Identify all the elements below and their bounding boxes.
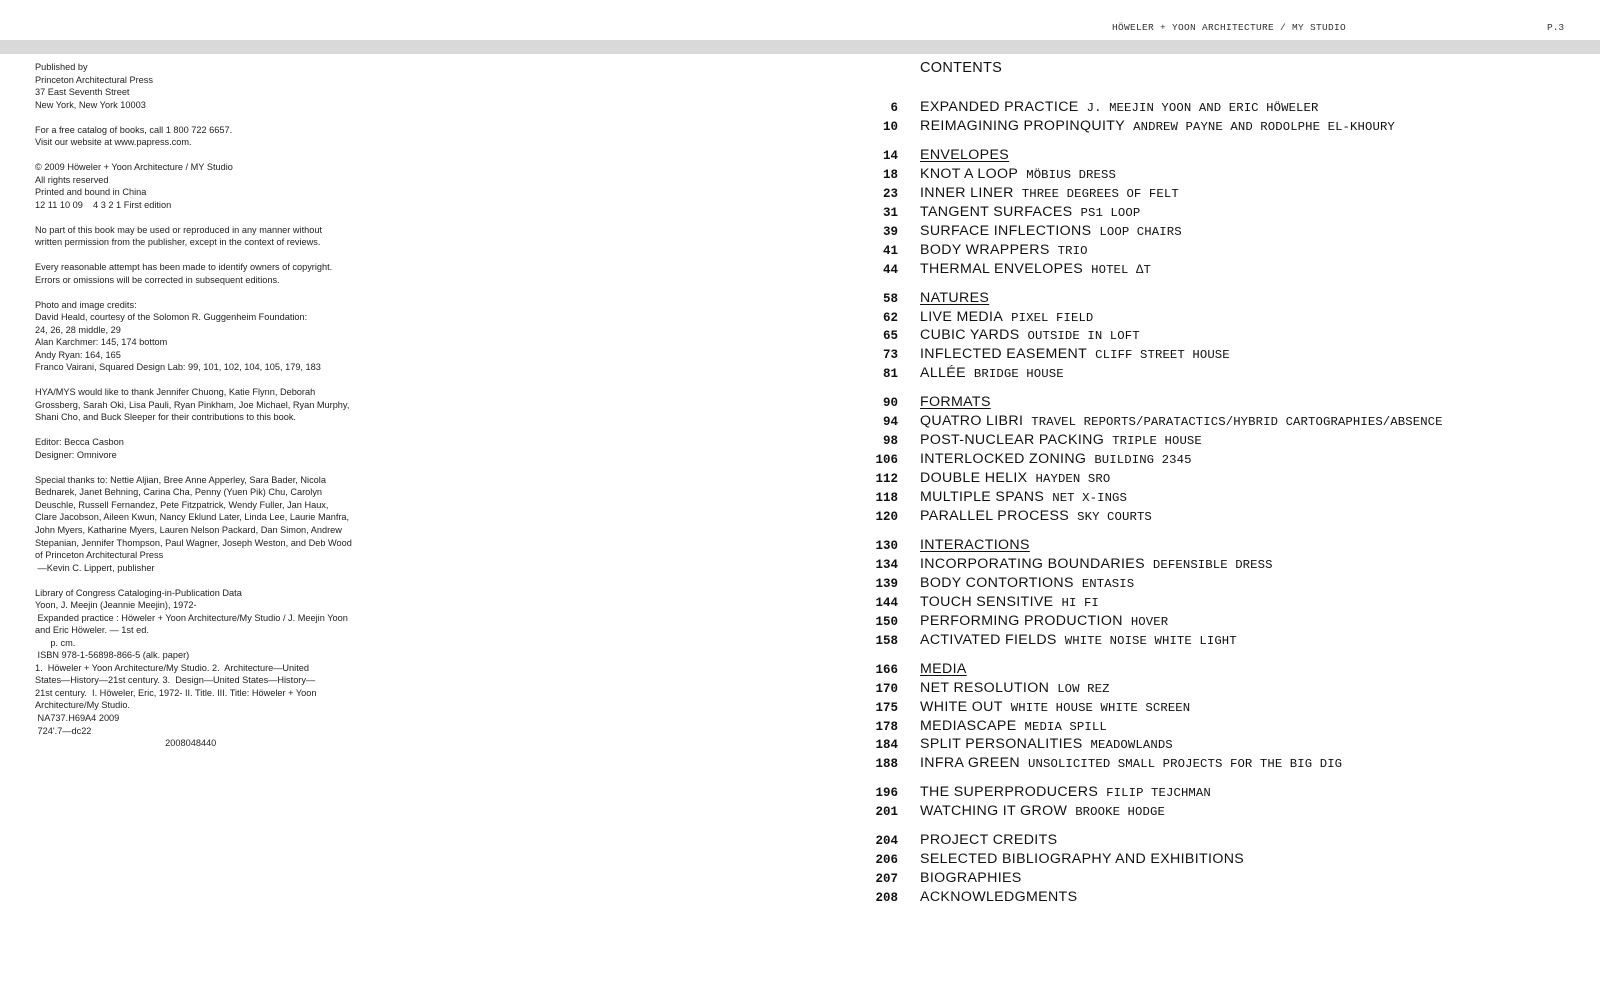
imprint-line: Architecture/My Studio. [35, 700, 130, 711]
imprint-line: Deuschle, Russell Fernandez, Pete Fitzpatrick, Wendy Fuller, Jan Haux, [35, 499, 329, 510]
imprint-line: —Kevin C. Lippert, publisher [35, 562, 155, 573]
toc-entry-title: TOUCH SENSITIVE [920, 593, 1054, 610]
toc-entry-row [860, 450, 1192, 469]
imprint-line: Grossberg, Sarah Oki, Lisa Pauli, Ryan Pinkham, Joe Michael, Ryan Murphy, [35, 399, 350, 410]
toc-page-number: 208 [875, 891, 898, 906]
imprint-line: Stepanian, Jennifer Thompson, Paul Wagner, Joseph Weston, and Deb Wood [35, 537, 352, 548]
toc-entry-row [860, 888, 1077, 907]
toc-entry-title: THE SUPERPRODUCERS [920, 784, 1099, 801]
toc-entry-title: PROJECT CREDITS [920, 832, 1058, 849]
toc-section-row [860, 536, 1030, 555]
toc-page-number: 98 [882, 434, 898, 449]
toc-page-number: 10 [882, 119, 898, 134]
imprint-line: Library of Congress Cataloging-in-Publication Data [35, 587, 242, 598]
imprint-column [35, 61, 375, 762]
toc-entry-subtitle: TRAVEL REPORTS/PARATACTICS/HYBRID CARTOGRAPHIES/ABSENCE [1031, 415, 1443, 430]
imprint-line: 12 11 10 09 4 3 2 1 First edition [35, 199, 172, 210]
imprint-line: 21st century. I. Höweler, Eric, 1972- II. Title. III. Title: Höweler + Yoon [35, 687, 317, 698]
toc-entry-subtitle: LOW REZ [1057, 681, 1110, 696]
imprint-line: Special thanks to: Nettie Aljian, Bree Anne Apperley, Sara Bader, Nicola [35, 474, 326, 485]
toc-section-title: INTERACTIONS [920, 536, 1030, 553]
running-header [0, 0, 1600, 40]
toc-page-number: 73 [882, 348, 898, 363]
toc-section-row [860, 289, 989, 308]
header-title: HÖWELER + YOON ARCHITECTURE / MY STUDIO [1112, 22, 1347, 33]
toc-entry-title: REIMAGINING PROPINQUITY [920, 117, 1126, 134]
toc-entry-subtitle: CLIFF STREET HOUSE [1095, 348, 1230, 363]
toc-entry-row [860, 783, 1211, 802]
imprint-paragraph [35, 124, 375, 149]
toc-page-number: 31 [882, 205, 898, 220]
toc-section-title: NATURES [920, 289, 990, 306]
toc-entry-row [860, 345, 1230, 364]
toc-entry-row [860, 308, 1093, 327]
toc-entry-title: DOUBLE HELIX [920, 470, 1028, 487]
toc-entry-row [860, 326, 1140, 345]
imprint-paragraph [35, 587, 375, 750]
toc-entry-subtitle: BRIDGE HOUSE [973, 367, 1064, 382]
toc-entry-title: PARALLEL PROCESS [920, 508, 1070, 524]
toc-page-number: 62 [882, 310, 898, 325]
toc-entry-title: BIOGRAPHIES [920, 870, 1022, 887]
imprint-line: Designer: Omnivore [35, 449, 117, 460]
toc-entry-subtitle: HOTEL ∆T [1091, 262, 1151, 277]
imprint-paragraph [35, 386, 375, 424]
imprint-line: All rights reserved [35, 174, 109, 185]
toc-entry-row [860, 241, 1088, 260]
toc-entry-title: WATCHING IT GROW [920, 803, 1068, 820]
toc-page-number: 166 [875, 662, 898, 677]
imprint-line: Printed and bound in China [35, 187, 147, 198]
imprint-line: Photo and image credits: [35, 299, 137, 310]
toc-entry-row [860, 593, 1099, 612]
toc-entry-subtitle: SKY COURTS [1077, 510, 1152, 524]
toc-page-number: 39 [882, 224, 898, 239]
toc-entry-subtitle: BROOKE HODGE [1075, 805, 1165, 820]
toc-page-number: 65 [882, 329, 898, 344]
imprint-line: NA737.H69A4 2009 [35, 713, 120, 724]
toc-entry-title: ALLÉE [920, 365, 966, 382]
toc-entry-row [860, 469, 1110, 488]
toc-entry-subtitle: NET X-INGS [1052, 491, 1128, 506]
toc-entry-subtitle: DEFENSIBLE DRESS [1152, 557, 1273, 572]
toc-entry-title: WHITE OUT [920, 698, 1003, 715]
imprint-paragraph [35, 299, 375, 374]
imprint-line: John Myers, Katharine Myers, Lauren Nelson Packard, Dan Simon, Andrew [35, 524, 342, 535]
toc-entry-title: INTERLOCKED ZONING [920, 451, 1087, 468]
toc-page-number: 178 [875, 719, 898, 734]
imprint-line: of Princeton Architectural Press [35, 550, 164, 561]
toc-page-number: 14 [882, 148, 898, 163]
toc-page-number: 18 [882, 167, 898, 182]
toc-entry-subtitle: TRIPLE HOUSE [1112, 434, 1202, 449]
toc-entry-subtitle: TRIO [1057, 243, 1088, 258]
imprint-line: Alan Karchmer: 145, 174 bottom [35, 337, 168, 348]
contents-heading: CONTENTS [920, 60, 1003, 76]
toc-entry-title: THERMAL ENVELOPES [920, 260, 1084, 277]
toc-page-number: 206 [875, 853, 898, 868]
toc-entry-title: INNER LINER [920, 184, 1014, 201]
toc-entry-row [860, 507, 1152, 526]
toc-entry-subtitle: ANDREW PAYNE AND RODOLPHE EL-KHOURY [1133, 119, 1395, 134]
toc-entry-row [860, 850, 1244, 869]
toc-page-number: 170 [875, 681, 898, 696]
toc-page-number: 196 [875, 786, 898, 801]
toc-entry-title: QUATRO LIBRI [920, 413, 1024, 430]
imprint-line: and Eric Höweler. — 1st ed. [35, 625, 149, 636]
toc-entry-title: SELECTED BIBLIOGRAPHY AND EXHIBITIONS [920, 851, 1245, 868]
imprint-line: Editor: Becca Casbon [35, 437, 124, 448]
toc-page-number: 90 [882, 396, 898, 411]
toc-entry-subtitle: BUILDING 2345 [1094, 453, 1192, 468]
imprint-paragraph [35, 436, 375, 461]
imprint-line: Visit our website at www.papress.com. [35, 137, 192, 148]
toc-entry-subtitle: PIXEL FIELD [1011, 310, 1094, 325]
toc-entry-row [860, 754, 1342, 773]
toc-entry-subtitle: WHITE HOUSE WHITE SCREEN [1010, 700, 1191, 715]
toc-entry-subtitle: UNSOLICITED SMALL PROJECTS FOR THE BIG DIG [1028, 757, 1343, 772]
toc-entry-subtitle: OUTSIDE IN LOFT [1027, 329, 1140, 344]
toc-entry-title: BODY WRAPPERS [920, 241, 1050, 258]
toc-entry-row [860, 735, 1173, 754]
imprint-line: No part of this book may be used or reproduced in any manner without [35, 224, 323, 235]
toc-entry-title: MULTIPLE SPANS [920, 489, 1045, 506]
imprint-line: Bednarek, Janet Behning, Carina Cha, Penny (Yuen Pik) Chu, Carolyn [35, 487, 323, 498]
imprint-line: © 2009 Höweler + Yoon Architecture / MY Studio [35, 162, 233, 173]
toc-page-number: 139 [875, 576, 898, 591]
toc-page-number: 23 [882, 186, 898, 201]
toc-entry-row [860, 117, 1395, 136]
imprint-line: 1. Höweler + Yoon Architecture/My Studio. 2. Architecture—United [35, 662, 309, 673]
imprint-line: 37 East Seventh Street [35, 87, 130, 98]
toc-page-number: 94 [882, 415, 898, 430]
toc-entry-row [860, 184, 1179, 203]
imprint-paragraph [35, 161, 375, 211]
imprint-line: p. cm. [35, 637, 76, 648]
toc-page-number: 207 [875, 872, 898, 887]
toc-entry-subtitle: HOVER [1130, 614, 1169, 629]
toc-entry-title: MEDIASCAPE [920, 717, 1017, 734]
toc-entry-subtitle: LOOP CHAIRS [1099, 224, 1182, 239]
toc-entry-row [860, 574, 1134, 593]
toc-page-number: 130 [875, 538, 898, 553]
toc-page-number: 184 [875, 738, 898, 753]
toc-page-number: 158 [875, 633, 898, 648]
imprint-line: 2008048440 [35, 738, 217, 749]
toc-page-number: 41 [882, 243, 898, 258]
imprint-line: Clare Jacobson, Aileen Kwun, Nancy Eklund Later, Linda Lee, Laurie Manfra, [35, 512, 350, 523]
toc-entry-subtitle: HAYDEN SRO [1035, 472, 1111, 487]
toc-entry-title: ACKNOWLEDGMENTS [920, 889, 1078, 906]
toc-page-number: 118 [875, 491, 898, 506]
toc-section-title: FORMATS [920, 394, 991, 411]
toc-page-number: 144 [875, 595, 898, 610]
toc-entry-subtitle: MEADOWLANDS [1090, 738, 1173, 753]
header-band [0, 40, 1600, 54]
toc-page-number: 112 [875, 472, 898, 487]
toc-page-number: 150 [875, 614, 898, 629]
toc-entry-title: PERFORMING PRODUCTION [920, 612, 1123, 629]
toc-entry-subtitle: WHITE NOISE WHITE LIGHT [1064, 633, 1237, 648]
toc-entry-row [860, 222, 1182, 241]
toc-entry-row [860, 869, 1022, 888]
toc-entry-title: POST-NUCLEAR PACKING [920, 432, 1105, 449]
toc-entry-subtitle: THREE DEGREES OF FELT [1021, 186, 1179, 201]
toc-entry-row [860, 612, 1168, 631]
toc-section-row [860, 660, 967, 679]
imprint-line: Princeton Architectural Press [35, 74, 153, 85]
toc-page-number: 188 [875, 757, 898, 772]
toc-page-number: 106 [875, 453, 898, 468]
toc-entry-subtitle: HI FI [1061, 595, 1099, 610]
toc-page-number: 134 [875, 557, 898, 572]
toc-entry-row [860, 802, 1165, 821]
toc-entry-subtitle: MÖBIUS DRESS [1026, 167, 1116, 182]
toc-entry-row [860, 165, 1116, 184]
toc-entry-row [860, 98, 1318, 117]
imprint-line: 724'.7—dc22 [35, 725, 92, 736]
imprint-paragraph [35, 261, 375, 286]
imprint-line: 24, 26, 28 middle, 29 [35, 324, 121, 335]
imprint-paragraph [35, 224, 375, 249]
toc-page-number: 58 [882, 291, 898, 306]
toc-section-row [860, 393, 991, 412]
toc-entry-title: EXPANDED PRACTICE [920, 99, 1079, 115]
toc-entry-title: BODY CONTORTIONS [920, 574, 1074, 591]
imprint-line: ISBN 978-1-56898-866-5 (alk. paper) [35, 650, 190, 661]
imprint-paragraph [35, 474, 375, 574]
toc-page-number: 175 [875, 700, 898, 715]
toc-entry-title: INFRA GREEN [920, 755, 1021, 772]
toc-entry-title: LIVE MEDIA [920, 308, 1004, 325]
page-number: P.3 [1547, 22, 1565, 33]
imprint-line: States—History—21st century. 3. Design—United States—History— [35, 675, 316, 686]
toc-entry-title: ACTIVATED FIELDS [920, 631, 1057, 648]
imprint-line: Every reasonable attempt has been made to identify owners of copyright. [35, 262, 333, 273]
toc-entry-title: KNOT A LOOP [920, 165, 1019, 182]
toc-entry-subtitle: J. MEEJIN YOON AND ERIC HÖWELER [1086, 101, 1319, 115]
toc-entry-subtitle: FILIP TEJCHMAN [1106, 786, 1211, 801]
toc-page-number: 201 [875, 805, 898, 820]
toc-entry-title: CUBIC YARDS [920, 327, 1020, 344]
toc-section-title: MEDIA [920, 660, 967, 677]
toc-entry-title: SPLIT PERSONALITIES [920, 736, 1083, 753]
toc-page-number: 120 [875, 510, 898, 524]
toc-entry-row [860, 364, 1064, 383]
toc-entry-row [860, 631, 1237, 650]
toc-entry-title: INFLECTED EASEMENT [920, 346, 1088, 363]
toc-entry-subtitle: ENTASIS [1081, 576, 1135, 591]
imprint-line: Andy Ryan: 164, 165 [35, 349, 121, 360]
imprint-line: HYA/MYS would like to thank Jennifer Chuong, Katie Flynn, Deborah [35, 387, 316, 398]
imprint-line: Published by [35, 62, 88, 72]
imprint-line: Errors or omissions will be corrected in subsequent editions. [35, 274, 280, 285]
imprint-line: written permission from the publisher, except in the context of reviews. [35, 237, 321, 248]
toc-entry-subtitle: PS1 LOOP [1080, 205, 1141, 220]
toc-entry-subtitle: MEDIA SPILL [1024, 719, 1107, 734]
imprint-line: New York, New York 10003 [35, 99, 146, 110]
toc-page-number: 6 [890, 101, 898, 115]
imprint-line: David Heald, courtesy of the Solomon R. Guggenheim Foundation: [35, 312, 308, 323]
toc-entry-title: INCORPORATING BOUNDARIES [920, 555, 1145, 572]
toc-page-number: 44 [882, 262, 898, 277]
toc-entry-row [860, 831, 1057, 850]
toc-entry-row [860, 203, 1140, 222]
toc-page-number: 204 [875, 834, 898, 849]
toc-entry-row [860, 717, 1107, 736]
toc-entry-row [860, 698, 1190, 717]
toc-entry-row [860, 555, 1273, 574]
toc-entry-title: TANGENT SURFACES [920, 203, 1073, 220]
toc-entry-row [860, 260, 1151, 279]
toc-section-title: ENVELOPES [920, 146, 1010, 163]
toc-entry-row [860, 412, 1443, 431]
toc-entry-row [860, 431, 1202, 450]
imprint-line: Franco Vairani, Squared Design Lab: 99, 101, 102, 104, 105, 179, 183 [35, 362, 321, 373]
toc-section-row [860, 146, 1009, 165]
toc-entry-row [860, 679, 1110, 698]
toc-page-number: 81 [882, 367, 898, 382]
toc-entry-title: SURFACE INFLECTIONS [920, 222, 1092, 239]
imprint-paragraph [35, 61, 375, 111]
imprint-line: Yoon, J. Meejin (Jeannie Meejin), 1972- [35, 600, 197, 611]
imprint-line: Shani Cho, and Buck Sleeper for their contributions to this book. [35, 412, 296, 423]
imprint-line: Expanded practice : Höweler + Yoon Architecture/My Studio / J. Meejin Yoon [35, 612, 348, 623]
imprint-line: For a free catalog of books, call 1 800 722 6657. [35, 124, 233, 135]
toc-entry-title: NET RESOLUTION [920, 679, 1050, 696]
toc-entry-row [860, 488, 1127, 507]
